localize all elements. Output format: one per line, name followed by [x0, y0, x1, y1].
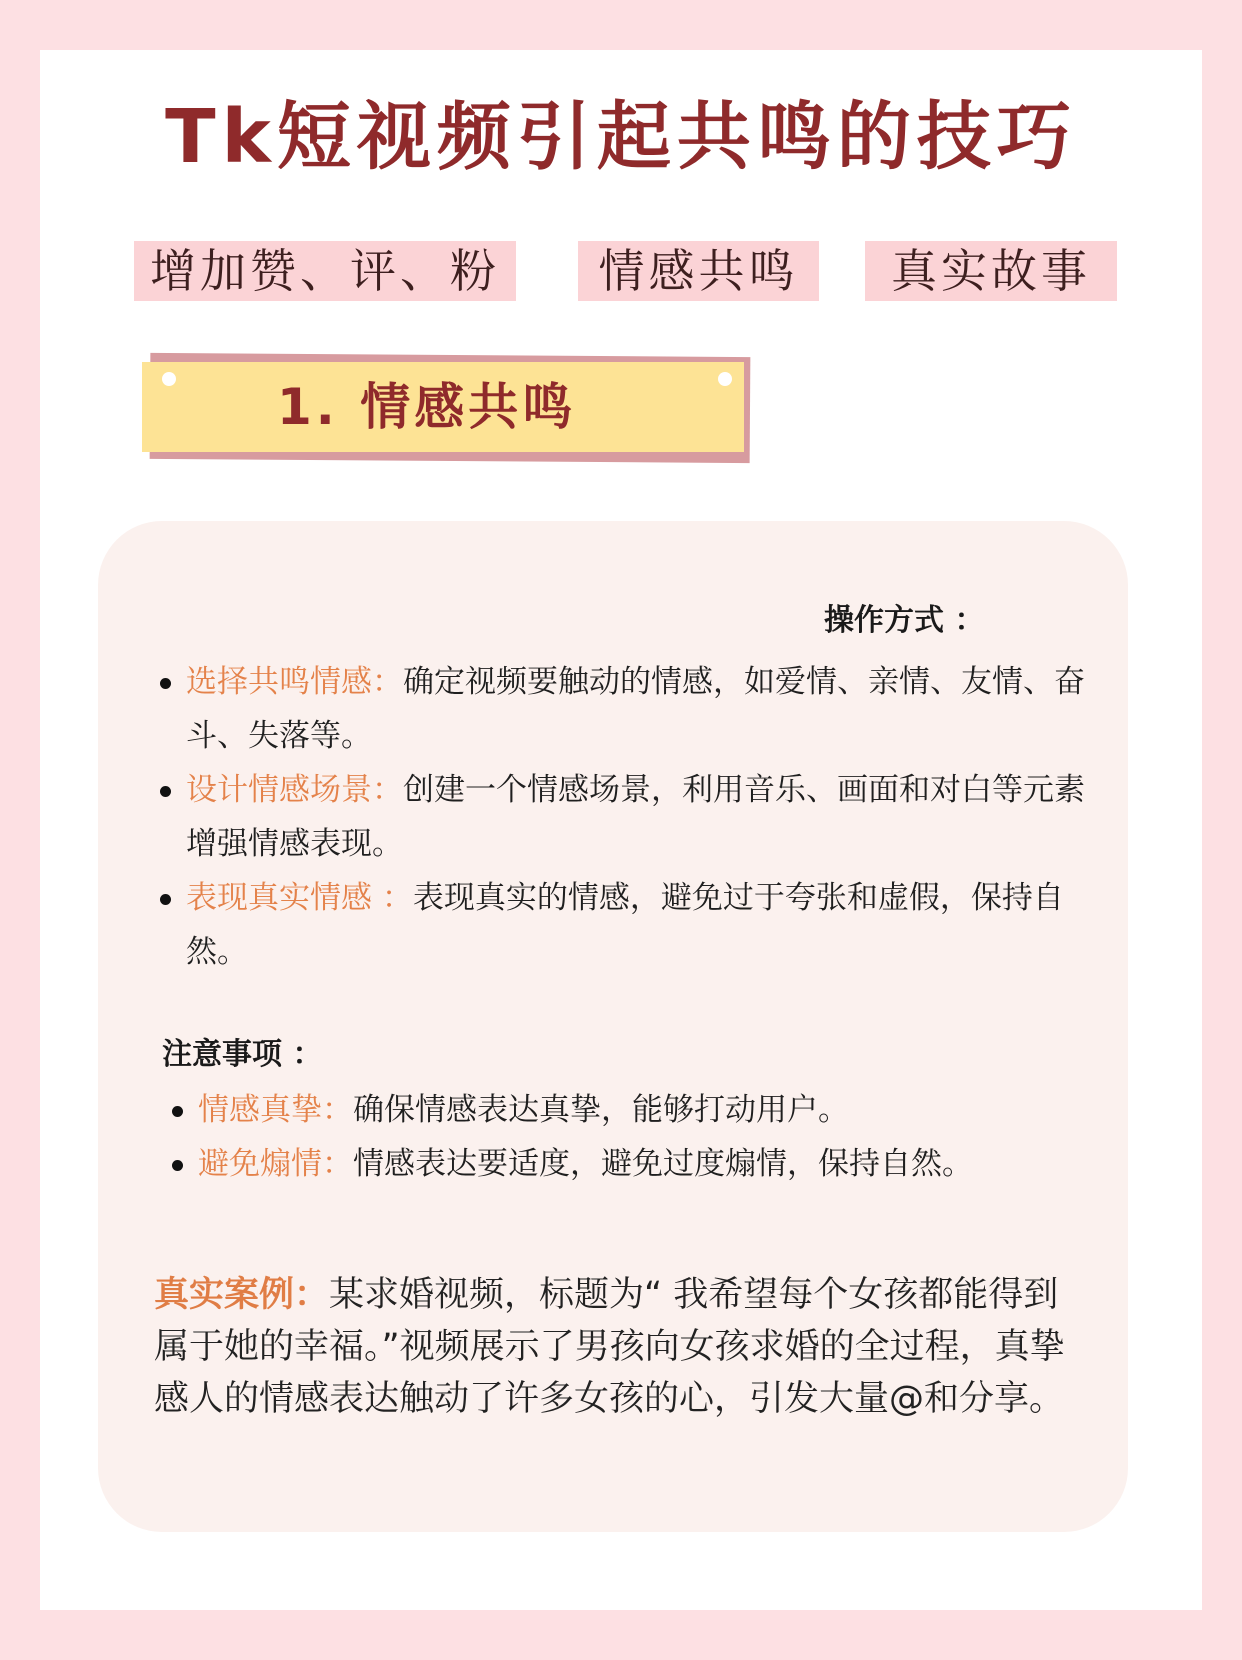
case-key: 真实案例：: [154, 1275, 330, 1315]
list-item-key: 情感真挚：: [198, 1092, 353, 1128]
list-item: [198, 1137, 1078, 1191]
case-paragraph: [154, 1269, 1074, 1425]
list-item-key: 选择共鸣情感：: [186, 664, 403, 700]
notes-list: [198, 1083, 1078, 1191]
list-item-text: 创建一个情感场景，利用音乐、画面和对白等元素增强情感表现。: [186, 772, 1085, 862]
content-panel: [98, 521, 1128, 1532]
list-item-key: 表现真实情感 ：: [186, 880, 413, 916]
list-item: [186, 871, 1086, 979]
section-title: 1. 情感共鸣: [277, 378, 577, 436]
list-item-text: 情感表达要适度，避免过度煽情，保持自然。: [353, 1146, 973, 1182]
list-item-text: 确定视频要触动的情感，如爱情、亲情、友情、奋斗、失落等。: [186, 664, 1085, 754]
list-item-key: 设计情感场景：: [186, 772, 403, 808]
page-title: Tk短视频引起共鸣的技巧: [165, 94, 1077, 180]
list-item-text: 确保情感表达真挚，能够打动用户。: [353, 1092, 849, 1128]
list-item-text: 表现真实的情感，避免过于夸张和虚假，保持自然。: [186, 880, 1064, 970]
case-text: 某求婚视频，标题为“ 我希望每个女孩都能得到属于她的幸福。”视频展示了男孩向女孩求婚的全过程，真挚感人的情感表达触动了许多女孩的心，引发大量@和分享。: [154, 1275, 1065, 1419]
pin-icon: [718, 372, 732, 386]
list-item: [198, 1083, 1078, 1137]
pin-icon: [162, 372, 176, 386]
methods-list: [186, 655, 1086, 979]
list-item-key: 避免煽情：: [198, 1146, 353, 1182]
tag-likes-comments-fans: 增加赞、评、粉: [134, 241, 516, 301]
notes-heading: 注意事项 ：: [162, 1037, 323, 1072]
section-sticky-note: [142, 362, 744, 452]
methods-heading: 操作方式 ：: [824, 603, 985, 638]
tag-real-story: 真实故事: [865, 241, 1117, 301]
list-item: [186, 763, 1086, 871]
tag-emotional-resonance: 情感共鸣: [578, 241, 819, 301]
list-item: [186, 655, 1086, 763]
